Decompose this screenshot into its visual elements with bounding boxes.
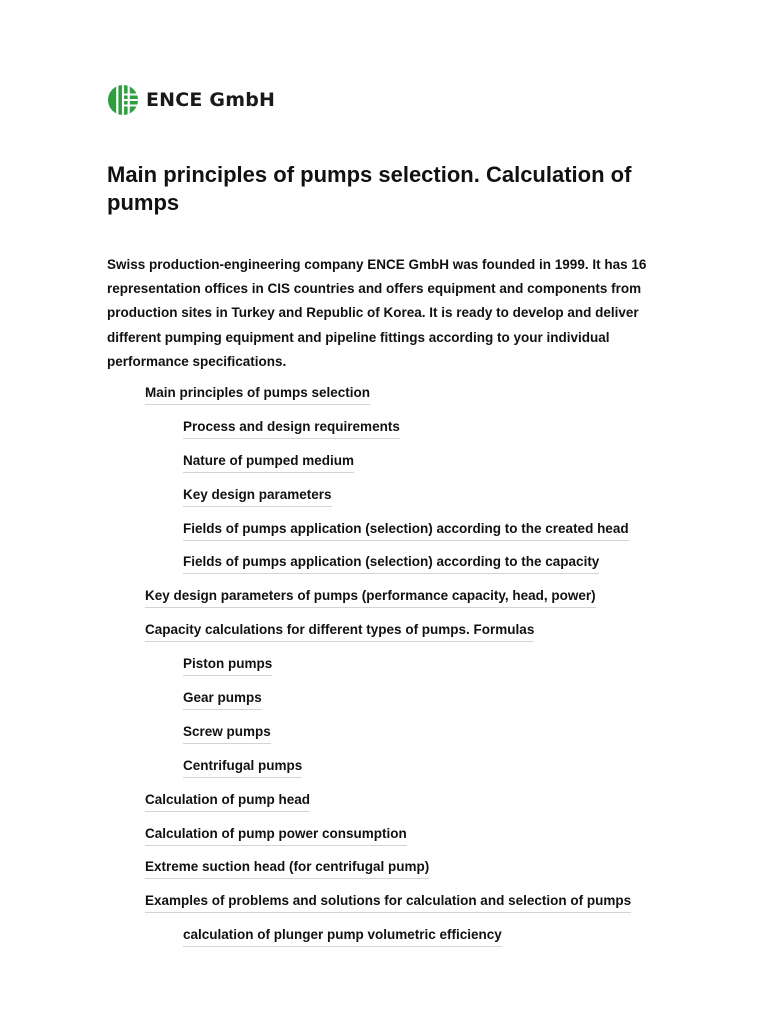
toc-link[interactable]: Calculation of pump head: [145, 790, 310, 812]
toc-link[interactable]: Nature of pumped medium: [183, 451, 354, 473]
toc-item: [0, 722, 768, 756]
toc-link[interactable]: Centrifugal pumps: [183, 756, 302, 778]
toc-item: [0, 519, 768, 553]
toc-item: [0, 552, 768, 586]
toc-item: [0, 857, 768, 891]
toc-item: [0, 383, 768, 417]
toc-item: [0, 688, 768, 722]
toc-item: [0, 485, 768, 519]
toc-link[interactable]: Key design parameters of pumps (performance capacity, head, power): [145, 586, 596, 608]
toc-item: [0, 451, 768, 485]
toc-link[interactable]: Fields of pumps application (selection) according to the created head: [183, 519, 629, 541]
toc-link[interactable]: Extreme suction head (for centrifugal pump): [145, 857, 429, 879]
toc-item: [0, 586, 768, 620]
toc-item: [0, 620, 768, 654]
toc-link[interactable]: Screw pumps: [183, 722, 271, 744]
company-logo-text: ENCE GmbH: [146, 89, 276, 111]
toc-link[interactable]: calculation of plunger pump volumetric efficiency: [183, 925, 502, 947]
toc-item: [0, 417, 768, 451]
toc-link[interactable]: Examples of problems and solutions for calculation and selection of pumps: [145, 891, 631, 913]
table-of-contents: [0, 383, 768, 959]
intro-paragraph: Swiss production-engineering company ENCE GmbH was founded in 1999. It has 16 representation offices in CIS countries and offers equipment and components from production sites in Turkey and Republic of Korea. It is ready to develop and deliver different pumping equipment and pipeline fittings according to your individual performance specifications.: [107, 257, 647, 369]
toc-link[interactable]: Gear pumps: [183, 688, 262, 710]
toc-item: [0, 891, 768, 925]
toc-item: [0, 790, 768, 824]
toc-link[interactable]: Capacity calculations for different types of pumps. Formulas: [145, 620, 534, 642]
company-logo: [107, 83, 275, 117]
toc-link[interactable]: Key design parameters: [183, 485, 332, 507]
toc-item: [0, 824, 768, 858]
ence-globe-logo-icon: [107, 84, 139, 116]
page-title: Main principles of pumps selection. Calculation of pumps: [107, 162, 632, 215]
toc-item: [0, 756, 768, 790]
toc-item: [0, 925, 768, 959]
toc-link[interactable]: Calculation of pump power consumption: [145, 824, 407, 846]
toc-link[interactable]: Piston pumps: [183, 654, 272, 676]
toc-item: [0, 654, 768, 688]
toc-link[interactable]: Main principles of pumps selection: [145, 383, 370, 405]
toc-link[interactable]: Fields of pumps application (selection) according to the capacity: [183, 552, 599, 574]
toc-link[interactable]: Process and design requirements: [183, 417, 400, 439]
